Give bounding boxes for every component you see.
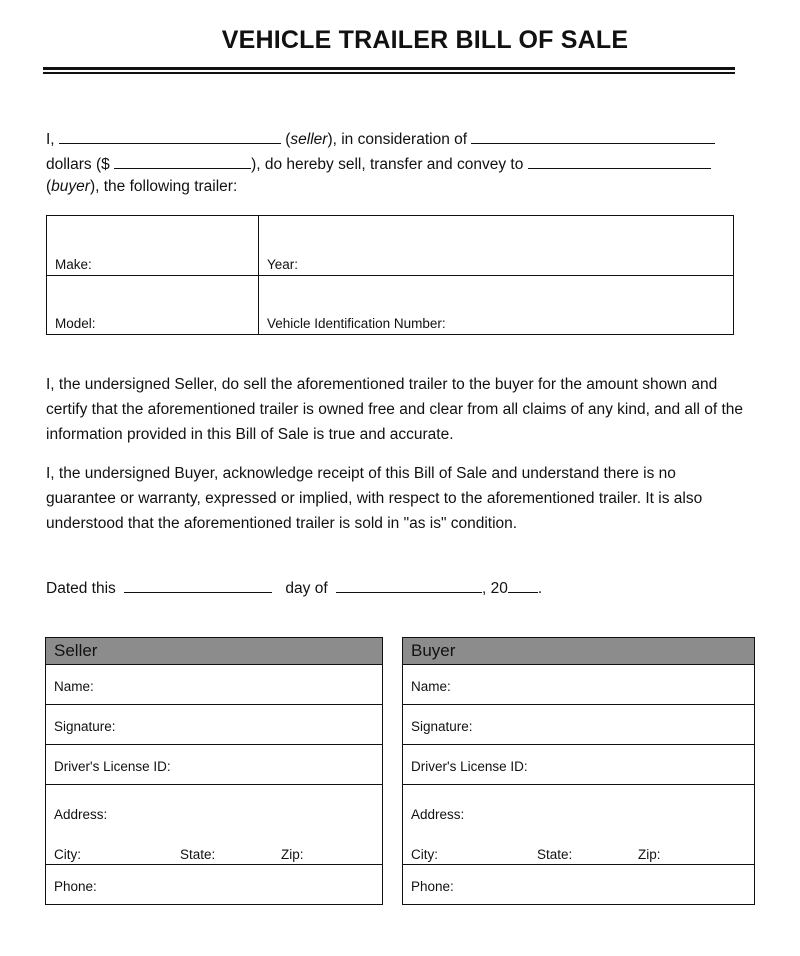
year-blank[interactable]: [508, 577, 538, 593]
title-rule-thick: [43, 67, 735, 70]
seller-address-field[interactable]: [46, 785, 382, 865]
model-field[interactable]: [47, 276, 259, 335]
buyer-city-label: City:: [411, 847, 438, 862]
seller-state-label: State:: [180, 847, 216, 862]
dated-this-text: Dated this: [46, 580, 116, 597]
buyer-state-label: State:: [537, 847, 573, 862]
model-label: Model:: [55, 316, 96, 331]
seller-license-label: Driver's License ID:: [54, 759, 171, 774]
trailer-details-table: [46, 215, 734, 335]
vin-label: Vehicle Identification Number:: [267, 316, 446, 331]
year-label: Year:: [267, 257, 299, 272]
dated-line: [46, 577, 542, 598]
day-blank[interactable]: [124, 577, 272, 593]
intro-dollars: dollars ($: [46, 156, 110, 173]
title-rule-thin: [43, 72, 735, 74]
amount-number-blank[interactable]: [114, 153, 251, 169]
intro-paren-open-2: (: [46, 178, 52, 195]
make-label: Make:: [55, 257, 92, 272]
intro-convey-text: ), do hereby sell, transfer and convey to: [251, 156, 524, 173]
buyer-signature-label: Signature:: [411, 719, 473, 734]
buyer-zip-label: Zip:: [638, 847, 661, 862]
intro-paren-open: (: [285, 131, 291, 148]
intro-following-text: ), the following trailer:: [89, 178, 238, 195]
intro-line-1: [46, 128, 715, 149]
intro-seller-word: seller: [290, 131, 328, 148]
year-field[interactable]: [259, 216, 734, 276]
buyer-phone-label: Phone:: [411, 879, 454, 894]
document-title: VEHICLE TRAILER BILL OF SALE: [221, 26, 629, 54]
seller-address-label: Address:: [54, 807, 108, 822]
buyer-name-blank[interactable]: [528, 153, 711, 169]
seller-heading: Seller: [46, 638, 382, 665]
amount-words-blank[interactable]: [471, 128, 715, 144]
intro-line-3: [46, 178, 237, 196]
day-of-text: day of: [285, 580, 328, 597]
year-suffix: .: [537, 580, 543, 597]
seller-name-field[interactable]: [46, 665, 382, 705]
vin-field[interactable]: [259, 276, 734, 335]
buyer-license-field[interactable]: [403, 745, 754, 785]
make-field[interactable]: [47, 216, 259, 276]
buyer-heading: Buyer: [403, 638, 754, 665]
seller-name-label: Name:: [54, 679, 94, 694]
buyer-name-label: Name:: [411, 679, 451, 694]
seller-phone-field[interactable]: [46, 865, 382, 904]
buyer-address-field[interactable]: [403, 785, 754, 865]
month-blank[interactable]: [336, 577, 482, 593]
seller-statement: I, the undersigned Seller, do sell the aforementioned trailer to the buyer for the amount shown and certify that the aforementioned trailer is owned free and clear from all claims of any kind, and all of the information provided in this Bill of Sale is true and accurate.: [46, 376, 743, 443]
seller-phone-label: Phone:: [54, 879, 97, 894]
seller-signature-label: Signature:: [54, 719, 116, 734]
seller-zip-label: Zip:: [281, 847, 304, 862]
intro-buyer-word: buyer: [51, 178, 90, 195]
seller-license-field[interactable]: [46, 745, 382, 785]
intro-line-2: [46, 153, 711, 174]
intro-consideration-text: ), in consideration of: [327, 131, 468, 148]
seller-signature-field[interactable]: [46, 705, 382, 745]
seller-city-label: City:: [54, 847, 81, 862]
buyer-section: [402, 637, 755, 905]
seller-section: [45, 637, 383, 905]
buyer-statement: I, the undersigned Buyer, acknowledge receipt of this Bill of Sale and understand there is no guarantee or warranty, expressed or implied, with respect to the aforementioned trailer. It is also understood that the aforementioned trailer is sold in "as is" condition.: [46, 465, 703, 532]
buyer-phone-field[interactable]: [403, 865, 754, 904]
buyer-address-label: Address:: [411, 807, 465, 822]
year-prefix: , 20: [481, 580, 508, 597]
buyer-name-field[interactable]: [403, 665, 754, 705]
seller-name-blank[interactable]: [59, 128, 281, 144]
intro-i: I,: [46, 131, 55, 148]
buyer-signature-field[interactable]: [403, 705, 754, 745]
buyer-license-label: Driver's License ID:: [411, 759, 528, 774]
